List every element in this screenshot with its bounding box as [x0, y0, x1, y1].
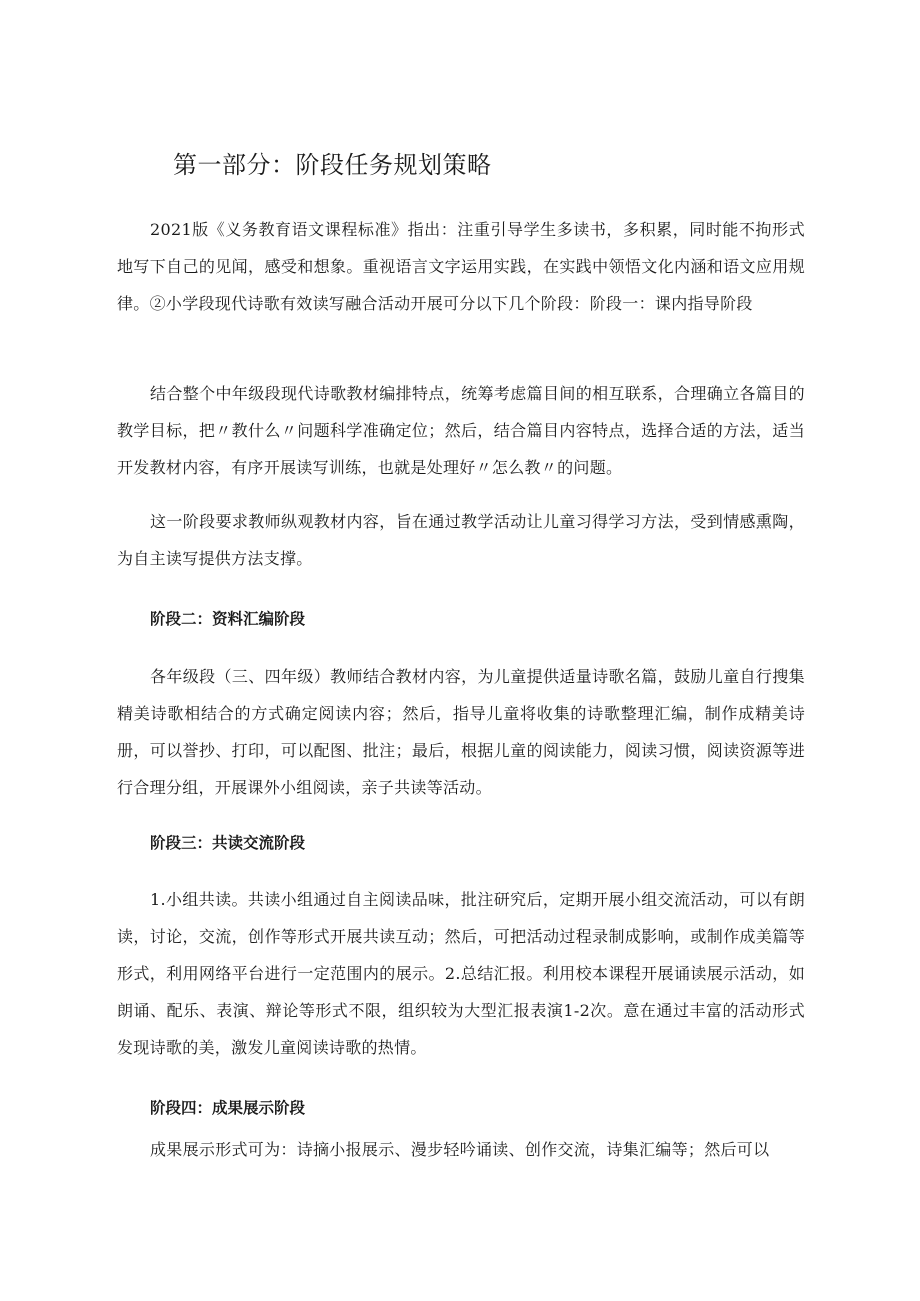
section-title: 第一部分：阶段任务规划策略: [173, 151, 492, 179]
paragraph-stage-one-detail: 结合整个中年级段现代诗歌教材编排特点，统筹考虑篇目间的相互联系，合理确立各篇目的教学目标，把〃教什么〃问题科学准确定位；然后，结合篇目内容特点，选择合适的方法，适当开发教材内容，有序开展读写训练，也就是处理好〃怎么教〃的问题。: [117, 384, 805, 477]
paragraph-stage-three-detail: 1.小组共读。共读小组通过自主阅读品味，批注研究后，定期开展小组交流活动，可以有朗读，讨论，交流，创作等形式开展共读互动；然后，可把活动过程录制成影响，或制作成美篇等形式，利用网络平台进行一定范围内的展示。2.总结汇报。利用校本课程开展诵读展示活动，如朗诵、配乐、表演、辩论等形式不限，组织较为大型汇报表演1-2次。意在通过丰富的活动形式发现诗歌的美，激发儿童阅读诗歌的热情。: [117, 890, 805, 1057]
heading-stage-four: 阶段四：成果展示阶段: [150, 1098, 306, 1117]
heading-stage-three: 阶段三：共读交流阶段: [150, 833, 306, 852]
paragraph-stage-four-detail: 成果展示形式可为：诗摘小报展示、漫步轻吟诵读、创作交流，诗集汇编等；然后可以: [150, 1140, 770, 1159]
heading-stage-two: 阶段二：资料汇编阶段: [150, 609, 306, 628]
paragraph-stage-two-detail: 各年级段（三、四年级）教师结合教材内容，为儿童提供适量诗歌名篇，鼓励儿童自行搜集精美诗歌相结合的方式确定阅读内容；然后，指导儿童将收集的诗歌整理汇编，制作成精美诗册，可以誉抄、打印，可以配图、批注；最后，根据儿童的阅读能力，阅读习惯，阅读资源等进行合理分组，开展课外小组阅读，亲子共读等活动。: [117, 667, 805, 797]
paragraph-curriculum-standard: 2021版《义务教育语文课程标准》指出：注重引导学生多读书，多积累，同时能不拘形式地写下自己的见闻，感受和想象。重视语言文字运用实践，在实践中领悟文化内涵和语文应用规律。②小学段现代诗歌有效读写融合活动开展可分以下几个阶段：阶段一：课内指导阶段: [117, 220, 805, 313]
paragraph-stage-one-requirement: 这一阶段要求教师纵观教材内容，旨在通过教学活动让儿童习得学习方法，受到情感熏陶，为自主读写提供方法支撑。: [117, 512, 805, 568]
